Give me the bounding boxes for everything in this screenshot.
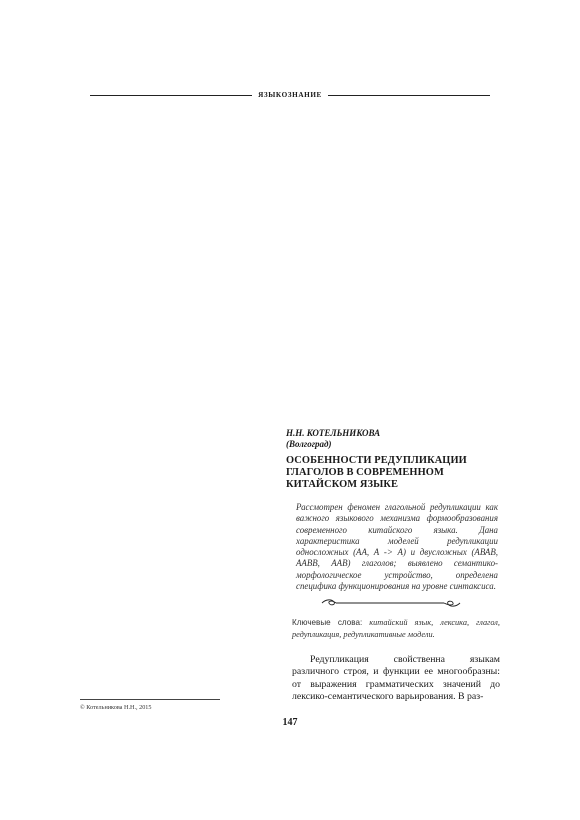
author-city: (Волгоград) — [286, 439, 332, 449]
page-number: 147 — [282, 717, 298, 728]
article-column — [286, 428, 504, 704]
ornament-divider-icon — [316, 598, 466, 608]
keywords-label: Ключевые слова: — [292, 618, 363, 628]
copyright-note: © Котельникова Н.Н., 2015 — [80, 704, 152, 711]
author-name: Н.Н. КОТЕЛЬНИКОВА — [286, 428, 381, 438]
running-header — [90, 89, 490, 101]
article-title: ОСОБЕННОСТИ РЕДУПЛИКАЦИИ ГЛАГОЛОВ В СОВРЕМЕННОМ КИТАЙСКОМ ЯЗЫКЕ — [286, 455, 467, 490]
keywords — [286, 617, 504, 640]
footnote-rule — [80, 699, 220, 700]
body-paragraph: Редупликация свойственна языкам различного строя, и функции ее многообразны: от выражения грамматических значений до лексико-семантического варьирования. В раз- — [292, 653, 500, 703]
abstract: Рассмотрен феномен глагольной редупликации как важного языкового механизма формообразования современного китайского языка. Дана характеристика моделей редупликации односложных (АА, А -> А) и двусложных (АВАВ, ААВВ, ААВ) глаголов; выявлено семантико-морфологическое устройство, определена специфика функционирования на уровне синтаксиса. — [296, 502, 498, 592]
header-rule-left — [90, 95, 252, 96]
section-title: ЯЗЫКОЗНАНИЕ — [258, 91, 322, 99]
header-rule-right — [328, 95, 490, 96]
keywords-list: китайский язык, лексика, глагол, редупликация, редупликативные модели. — [292, 618, 500, 639]
